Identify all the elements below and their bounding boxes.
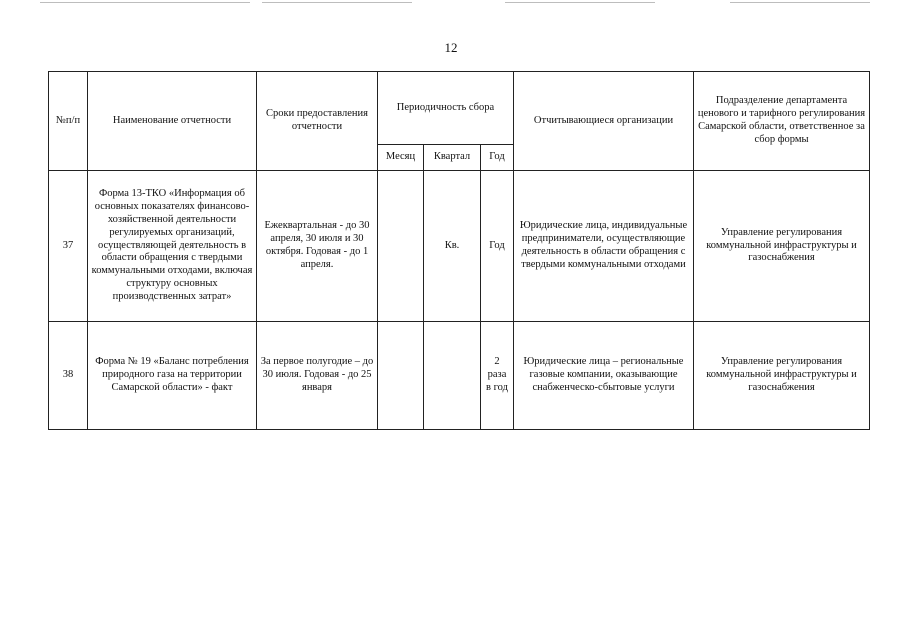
header-periodicity: Периодичность сбора	[378, 72, 514, 145]
table-header-row	[49, 72, 870, 145]
scan-edge-mark	[40, 2, 250, 3]
header-department: Подразделение департамента ценового и тарифного регулирования Самарской области, ответственное за сбор формы	[694, 72, 870, 171]
header-quarter: Квартал	[424, 145, 481, 171]
cell-quarter: Кв.	[424, 171, 481, 322]
header-month: Месяц	[378, 145, 424, 171]
page-number: 12	[444, 40, 458, 55]
cell-reporting-orgs: Юридические лица, индивидуальные предприниматели, осуществляющие деятельность в области обращения с твердыми коммунальными отходами	[514, 171, 694, 322]
table-row	[49, 171, 870, 322]
cell-month	[378, 171, 424, 322]
header-name: Наименование отчетности	[88, 72, 257, 171]
header-reporting-orgs: Отчитывающиеся организации	[514, 72, 694, 171]
cell-year: Год	[481, 171, 514, 322]
scan-edge-mark	[505, 2, 655, 3]
cell-reporting-orgs: Юридические лица – региональные газовые компании, оказывающие снабженческо-сбытовые услуги	[514, 322, 694, 430]
cell-department: Управление регулирования коммунальной инфраструктуры и газоснабжения	[694, 322, 870, 430]
cell-department: Управление регулирования коммунальной инфраструктуры и газоснабжения	[694, 171, 870, 322]
header-deadlines: Сроки предоставления отчетности	[257, 72, 378, 171]
cell-deadlines: Ежеквартальная - до 30 апреля, 30 июля и 30 октября. Годовая - до 1 апреля.	[257, 171, 378, 322]
cell-deadlines: За первое полугодие – до 30 июля. Годовая - до 25 января	[257, 322, 378, 430]
cell-num: 37	[49, 171, 88, 322]
cell-name: Форма № 19 «Баланс потребления природного газа на территории Самарской области» - факт	[88, 322, 257, 430]
cell-quarter	[424, 322, 481, 430]
cell-name: Форма 13-ТКО «Информация об основных показателях финансово-хозяйственной деятельности регулируемых организаций, осуществляющей деятельность в области обращения с твердыми коммунальными отходами, включая структуру основных производственных затрат»	[88, 171, 257, 322]
table-row	[49, 322, 870, 430]
cell-month	[378, 322, 424, 430]
header-num: №п/п	[49, 72, 88, 171]
header-year: Год	[481, 145, 514, 171]
scan-edge-mark	[262, 2, 412, 3]
scan-edge-mark	[730, 2, 870, 3]
cell-year: 2 раза в год	[481, 322, 514, 430]
reporting-forms-table	[48, 71, 870, 430]
cell-num: 38	[49, 322, 88, 430]
